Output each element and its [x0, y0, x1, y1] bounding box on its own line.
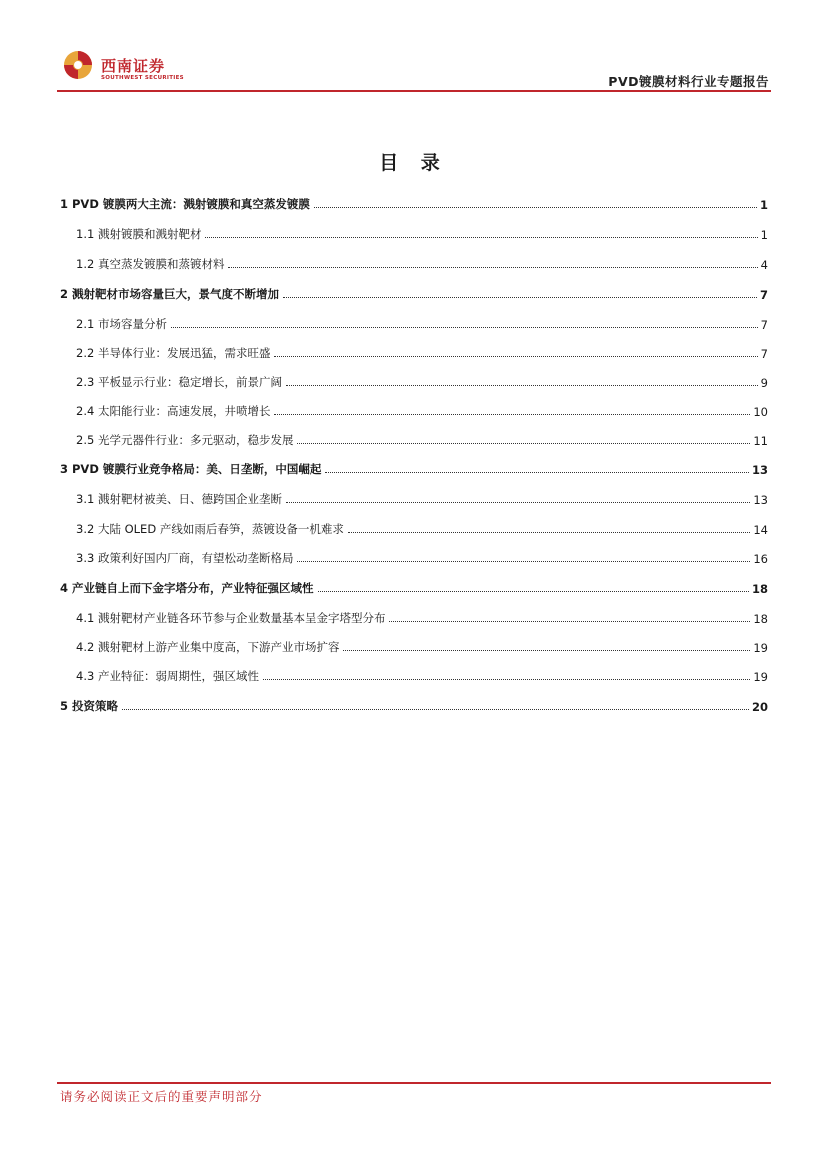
- toc-page-number: 18: [753, 612, 768, 626]
- toc-page-number: 14: [753, 523, 768, 537]
- toc-entry-text: 2.3 平板显示行业：稳定增长，前景广阔: [76, 375, 282, 389]
- toc-entry-text: 4 产业链自上而下金字塔分布，产业特征强区域性: [60, 581, 314, 595]
- toc-page-number: 20: [751, 700, 768, 714]
- toc-entry-2-5[interactable]: [60, 428, 768, 448]
- toc-page-number: 19: [753, 670, 768, 684]
- toc-page-number: 4: [760, 258, 768, 272]
- toc-page-number: 7: [760, 347, 768, 361]
- toc-page-number: 7: [759, 288, 768, 302]
- toc-entry-text: 2.4 太阳能行业：高速发展，井喷增长: [76, 404, 271, 418]
- toc-page-number: 13: [751, 463, 768, 477]
- toc-leader: [297, 442, 750, 444]
- toc-entry-text: 3.3 政策利好国内厂商，有望松动垄断格局: [76, 551, 294, 565]
- toc-leader: [286, 501, 750, 503]
- toc-leader: [297, 560, 750, 562]
- toc-page-number: 10: [753, 405, 768, 419]
- toc-leader: [389, 620, 750, 622]
- logo-chinese-text: 西南证券: [101, 57, 166, 75]
- toc-entry-text: 4.1 溅射靶材产业链各环节参与企业数量基本呈金字塔型分布: [76, 611, 386, 625]
- toc-leader: [274, 413, 750, 415]
- toc-entry-4-2[interactable]: [60, 635, 768, 655]
- toc-leader: [318, 590, 749, 592]
- toc-entry-2[interactable]: [60, 282, 768, 302]
- toc-entry-1[interactable]: [60, 192, 768, 212]
- toc-entry-text: 4.3 产业特征：弱周期性，强区域性: [76, 669, 259, 683]
- toc-page-number: 19: [753, 641, 768, 655]
- toc-page-number: 13: [753, 493, 768, 507]
- toc-leader: [274, 355, 757, 357]
- toc-page-number: 9: [760, 376, 768, 390]
- toc-leader: [343, 649, 750, 651]
- toc-entry-text: 5 投资策略: [60, 699, 119, 713]
- toc-entry-2-2[interactable]: [60, 341, 768, 361]
- toc-entry-text: 1 PVD 镀膜两大主流：溅射镀膜和真空蒸发镀膜: [60, 197, 310, 211]
- toc-entry-text: 3.1 溅射靶材被美、日、德跨国企业垄断: [76, 492, 282, 506]
- toc-page-number: 18: [751, 582, 768, 596]
- toc-entry-text: 1.1 溅射镀膜和溅射靶材: [76, 227, 202, 241]
- toc-entry-3[interactable]: [60, 457, 768, 477]
- toc-entry-text: 1.2 真空蒸发镀膜和蒸镀材料: [76, 257, 225, 271]
- toc-heading: 目 录: [379, 152, 448, 174]
- toc-entry-3-3[interactable]: [60, 546, 768, 566]
- toc-page-number: 7: [760, 318, 768, 332]
- company-logo: [63, 50, 183, 86]
- toc-entry-4-3[interactable]: [60, 664, 768, 684]
- toc-entry-1-1[interactable]: [60, 222, 768, 242]
- toc-entry-5[interactable]: [60, 694, 768, 714]
- toc-leader: [228, 266, 757, 268]
- toc-entry-2-4[interactable]: [60, 399, 768, 419]
- toc-leader: [171, 326, 758, 328]
- toc-entry-4-1[interactable]: [60, 606, 768, 626]
- toc-page-number: 11: [753, 434, 768, 448]
- toc-entry-1-2[interactable]: [60, 252, 768, 272]
- toc-page-number: 16: [753, 552, 768, 566]
- toc-page-number: 1: [759, 198, 768, 212]
- page-header: [57, 44, 771, 92]
- footer-divider: [57, 1082, 771, 1084]
- toc-leader: [348, 531, 751, 533]
- logo-english-text: SOUTHWEST SECURITIES: [101, 75, 184, 81]
- toc-leader: [283, 296, 757, 298]
- toc-entry-3-2[interactable]: [60, 517, 768, 537]
- toc-entry-4[interactable]: [60, 576, 768, 596]
- toc-entry-text: 2.1 市场容量分析: [76, 317, 167, 331]
- report-title: PVD镀膜材料行业专题报告: [608, 74, 769, 89]
- toc-leader: [314, 206, 757, 208]
- disclaimer-note: 请务必阅读正文后的重要声明部分: [60, 1089, 263, 1104]
- toc-leader: [325, 471, 749, 473]
- toc-entry-text: 2.2 半导体行业：发展迅猛，需求旺盛: [76, 346, 271, 360]
- toc-entry-2-3[interactable]: [60, 370, 768, 390]
- toc-entry-2-1[interactable]: [60, 312, 768, 332]
- toc-entry-text: 3.2 大陆 OLED 产线如雨后春笋，蒸镀设备一机难求: [76, 522, 344, 536]
- header-divider: [57, 90, 771, 92]
- toc-leader: [122, 708, 749, 710]
- logo-emblem-icon: [63, 50, 93, 80]
- toc-leader: [286, 384, 758, 386]
- toc-entry-text: 3 PVD 镀膜行业竞争格局：美、日垄断，中国崛起: [60, 462, 322, 476]
- toc-entry-text: 2 溅射靶材市场容量巨大，景气度不断增加: [60, 287, 280, 301]
- toc-page-number: 1: [760, 228, 768, 242]
- toc-leader: [205, 236, 757, 238]
- toc-entry-text: 2.5 光学元器件行业：多元驱动，稳步发展: [76, 433, 294, 447]
- toc-entry-3-1[interactable]: [60, 487, 768, 507]
- toc-leader: [263, 678, 750, 680]
- toc-entry-text: 4.2 溅射靶材上游产业集中度高，下游产业市场扩容: [76, 640, 340, 654]
